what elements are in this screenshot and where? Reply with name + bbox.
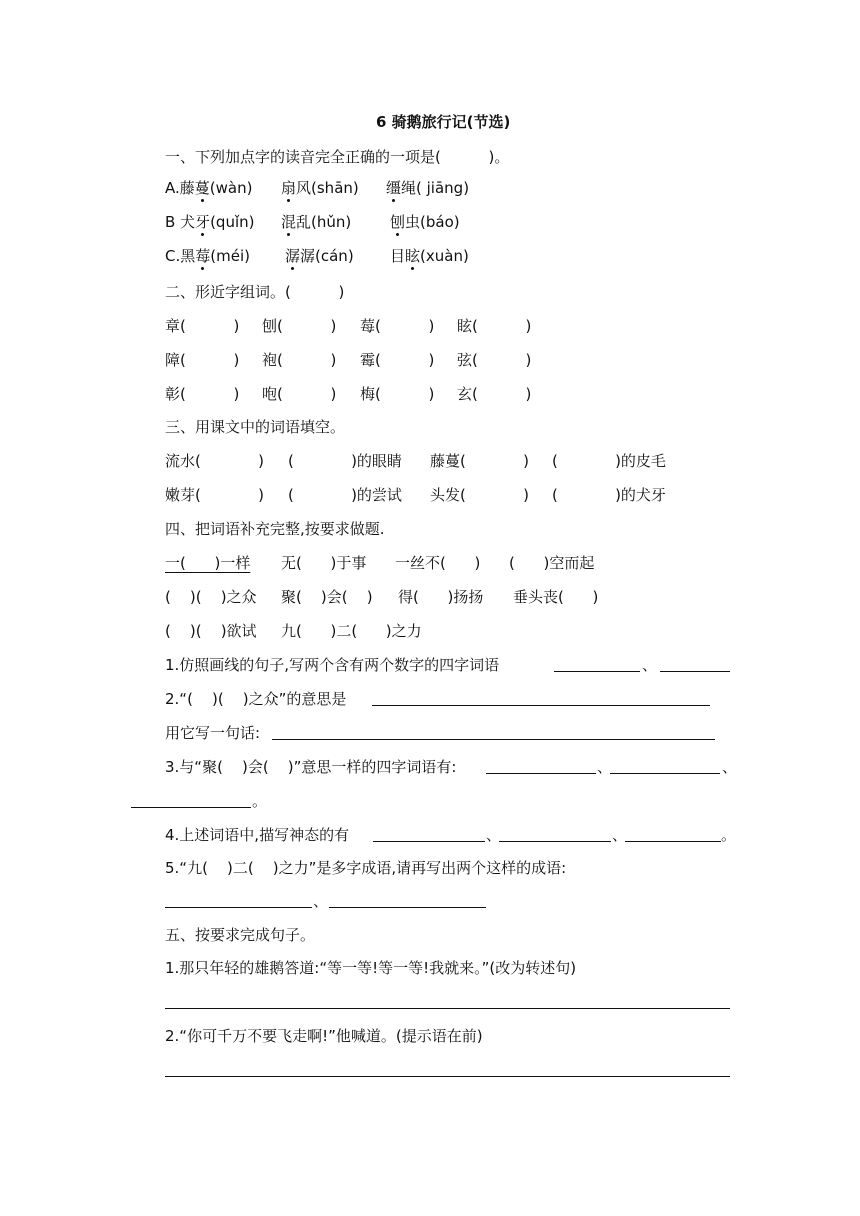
q2-item: 彰( ) xyxy=(165,385,240,403)
q2-item: 章( ) xyxy=(165,317,240,335)
worksheet-title: 6 骑鹅旅行记(节选) xyxy=(376,113,511,131)
q4-item: 聚( )会( ) xyxy=(281,588,373,606)
q1-option-b-2: 混乱(hǔn) xyxy=(281,213,352,231)
q4-sub5-answer-line[interactable] xyxy=(329,906,486,908)
separator: 、 xyxy=(313,892,329,910)
separator: 、 xyxy=(597,758,613,776)
q3-item: 流水( ) xyxy=(165,452,264,470)
q3-item: ( )的皮毛 xyxy=(552,452,666,470)
q4-sub3-answer-line[interactable] xyxy=(610,772,720,774)
q4-item: 九( )二( )之力 xyxy=(281,622,422,640)
q3-item: ( )的眼睛 xyxy=(288,452,402,470)
q4-sub5-answer-line[interactable] xyxy=(165,906,312,908)
q4-underlined-example: 一( )一样 xyxy=(165,554,251,572)
q1-stem: 一、下列加点字的读音完全正确的一项是( )。 xyxy=(165,148,510,166)
separator: 、 xyxy=(612,826,628,844)
q2-item: 霉( ) xyxy=(360,351,435,369)
q4-sub4: 4.上述词语中,描写神态的有 xyxy=(165,826,350,844)
separator: 、 xyxy=(722,758,738,776)
separator: 、 xyxy=(642,656,658,674)
q2-item: 莓( ) xyxy=(360,317,435,335)
q4-item: 一丝不( ) xyxy=(395,554,481,572)
q4-sub4-answer-line[interactable] xyxy=(373,840,485,842)
period: 。 xyxy=(721,826,737,844)
q4-item: ( )( )欲试 xyxy=(165,622,257,640)
q2-item: 玄( ) xyxy=(457,385,532,403)
q2-stem: 二、形近字组词。( ) xyxy=(165,283,345,301)
q4-sub3-answer-line[interactable] xyxy=(486,772,596,774)
q4-item: 无( )于事 xyxy=(281,554,367,572)
q5-sub1: 1.那只年轻的雄鹅答道:“等一等!等一等!我就来。”(改为转述句) xyxy=(165,959,577,977)
q3-item: ( )的犬牙 xyxy=(552,486,666,504)
q4-item: ( )空而起 xyxy=(509,554,595,572)
q4-stem: 四、把词语补充完整,按要求做题. xyxy=(165,520,385,538)
q3-item: ( )的尝试 xyxy=(288,486,402,504)
q4-sub5: 5.“九( )二( )之力”是多字成语,请再写出两个这样的成语: xyxy=(165,859,567,877)
q2-item: 梅( ) xyxy=(360,385,435,403)
q2-item: 咆( ) xyxy=(262,385,337,403)
q4-sub4-answer-line[interactable] xyxy=(625,840,721,842)
q3-item: 头发( ) xyxy=(430,486,529,504)
q1-option-a-3: 缰绳( jiāng) xyxy=(386,179,470,197)
q4-sub2: 2.“( )( )之众”的意思是 xyxy=(165,690,347,708)
q4-sub1-answer-line[interactable] xyxy=(554,670,640,672)
q4-sub2-answer-line[interactable] xyxy=(372,704,710,706)
q5-sub2: 2.“你可千万不要飞走啊!”他喊道。(提示语在前) xyxy=(165,1027,483,1045)
q3-item: 藤蔓( ) xyxy=(430,452,529,470)
separator: 、 xyxy=(486,826,502,844)
q4-item: 垂头丧( ) xyxy=(513,588,599,606)
q1-option-c-3: 目眩(xuàn) xyxy=(390,247,469,265)
q4-sub1-answer-line[interactable] xyxy=(660,670,730,672)
q3-item: 嫩芽( ) xyxy=(165,486,264,504)
q4-sub1: 1.仿照画线的句子,写两个含有两个数字的四字词语 xyxy=(165,656,500,674)
q4-item: ( )( )之众 xyxy=(165,588,257,606)
q4-sub2-sentence-line[interactable] xyxy=(272,738,715,740)
q5-sub1-answer-line[interactable] xyxy=(165,1007,730,1009)
q2-item: 弦( ) xyxy=(457,351,532,369)
q2-item: 袍( ) xyxy=(262,351,337,369)
q4-item: 得( )扬扬 xyxy=(398,588,484,606)
period: 。 xyxy=(252,792,268,810)
q1-option-b-3: 刨虫(báo) xyxy=(390,213,460,231)
q1-option-c-1: C.黑莓(méi) xyxy=(165,247,250,265)
q3-stem: 三、用课文中的词语填空。 xyxy=(165,418,346,436)
q4-sub2-sentence-prompt: 用它写一句话: xyxy=(165,724,261,742)
q1-option-a-1: A.藤蔓(wàn) xyxy=(165,179,253,197)
q4-sub3-answer-line[interactable] xyxy=(131,806,251,808)
q2-item: 障( ) xyxy=(165,351,240,369)
q1-option-a-2: 扇风(shān) xyxy=(281,179,359,197)
q1-option-c-2: 潺潺(cán) xyxy=(285,247,354,265)
q4-sub4-answer-line[interactable] xyxy=(499,840,611,842)
q1-option-b-1: B 犬牙(quǐn) xyxy=(165,213,255,231)
q5-stem: 五、按要求完成句子。 xyxy=(165,926,316,944)
q2-item: 眩( ) xyxy=(457,317,532,335)
q2-item: 刨( ) xyxy=(262,317,337,335)
q5-sub2-answer-line[interactable] xyxy=(165,1075,730,1077)
q4-sub3: 3.与“聚( )会( )”意思一样的四字词语有: xyxy=(165,758,457,776)
